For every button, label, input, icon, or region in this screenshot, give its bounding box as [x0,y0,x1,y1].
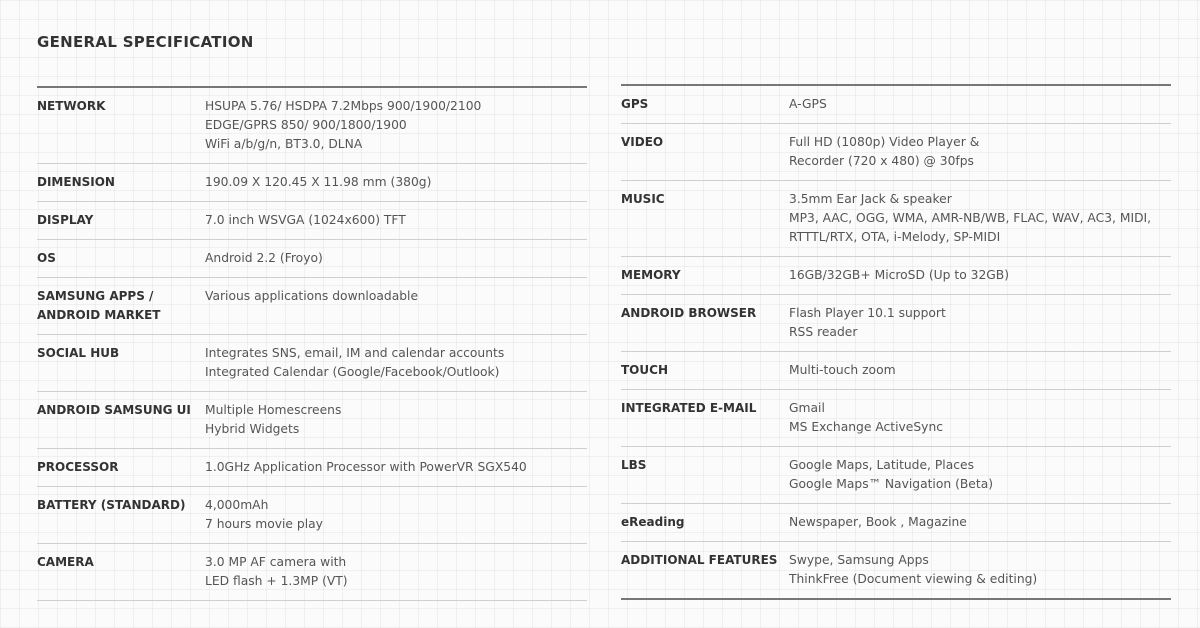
spec-value: 3.5mm Ear Jack & speaker MP3, AAC, OGG, WMA, AMR-NB/WB, FLAC, WAV, AC3, MIDI, RTTTL/RTX, OTA, i-Melody, SP-MIDI [789,192,1152,244]
spec-label: DISPLAY [37,213,94,227]
spec-value: 3.0 MP AF camera with LED flash + 1.3MP (VT) [205,555,348,588]
spec-value: 190.09 X 120.45 X 11.98 mm (380g) [205,175,432,189]
spec-label: MEMORY [621,268,681,282]
spec-row [621,295,1171,352]
spec-row [37,449,587,487]
spec-label: PROCESSOR [37,460,119,474]
spec-value: Google Maps, Latitude, Places Google Maps™ Navigation (Beta) [789,458,994,491]
spec-label: SOCIAL HUB [37,346,120,360]
spec-value: Gmail MS Exchange ActiveSync [789,401,943,434]
spec-label: eReading [621,515,685,529]
spec-value: Flash Player 10.1 support RSS reader [789,306,946,339]
spec-value: Integrates SNS, email, IM and calendar accounts Integrated Calendar (Google/Facebook/Outlook) [205,346,505,379]
spec-label: INTEGRATED E-MAIL [621,401,757,415]
spec-row [621,86,1171,124]
spec-row [37,487,587,544]
spec-label: CAMERA [37,555,94,569]
spec-label: ANDROID SAMSUNG UI [37,403,191,417]
spec-row [621,447,1171,504]
spec-value: Various applications downloadable [205,289,419,303]
spec-value: Full HD (1080p) Video Player & Recorder (720 x 480) @ 30fps [789,135,980,168]
spec-row [621,504,1171,542]
spec-label: TOUCH [621,363,668,377]
spec-row [37,392,587,449]
spec-label: ANDROID BROWSER [621,306,757,320]
spec-row [37,202,587,240]
spec-value: Newspaper, Book , Magazine [789,515,967,529]
spec-value: 7.0 inch WSVGA (1024x600) TFT [205,213,406,227]
spec-value: Multi-touch zoom [789,363,896,377]
spec-row [621,352,1171,390]
spec-row [621,390,1171,447]
spec-row [37,335,587,392]
spec-label: DIMENSION [37,175,115,189]
spec-value: HSUPA 5.76/ HSDPA 7.2Mbps 900/1900/2100 EDGE/GPRS 850/ 900/1800/1900 WiFi a/b/g/n, BT3.0, DLNA [205,99,482,151]
spec-row [621,181,1171,257]
page-title: GENERAL SPECIFICATION [37,33,254,51]
spec-label: NETWORK [37,99,106,113]
spec-label: BATTERY (STANDARD) [37,498,186,512]
spec-row [621,542,1171,598]
spec-label: OS [37,251,56,265]
spec-row [621,124,1171,181]
spec-row [37,240,587,278]
spec-row [37,164,587,202]
spec-value: 1.0GHz Application Processor with PowerVR SGX540 [205,460,527,474]
spec-label: LBS [621,458,647,472]
spec-label: MUSIC [621,192,665,206]
spec-table-right [621,84,1171,600]
spec-value: Multiple Homescreens Hybrid Widgets [205,403,342,436]
spec-row [37,88,587,164]
spec-label: SAMSUNG APPS / ANDROID MARKET [37,289,161,322]
spec-label: VIDEO [621,135,664,149]
spec-value: 4,000mAh 7 hours movie play [205,498,323,531]
spec-table-left [37,86,587,601]
spec-value: A-GPS [789,97,827,111]
spec-row [37,544,587,601]
spec-row [37,278,587,335]
spec-label: ADDITIONAL FEATURES [621,553,778,567]
spec-row [621,257,1171,295]
spec-label: GPS [621,97,649,111]
spec-value: Android 2.2 (Froyo) [205,251,323,265]
spec-value: 16GB/32GB+ MicroSD (Up to 32GB) [789,268,1010,282]
spec-value: Swype, Samsung Apps ThinkFree (Document viewing & editing) [789,553,1038,586]
